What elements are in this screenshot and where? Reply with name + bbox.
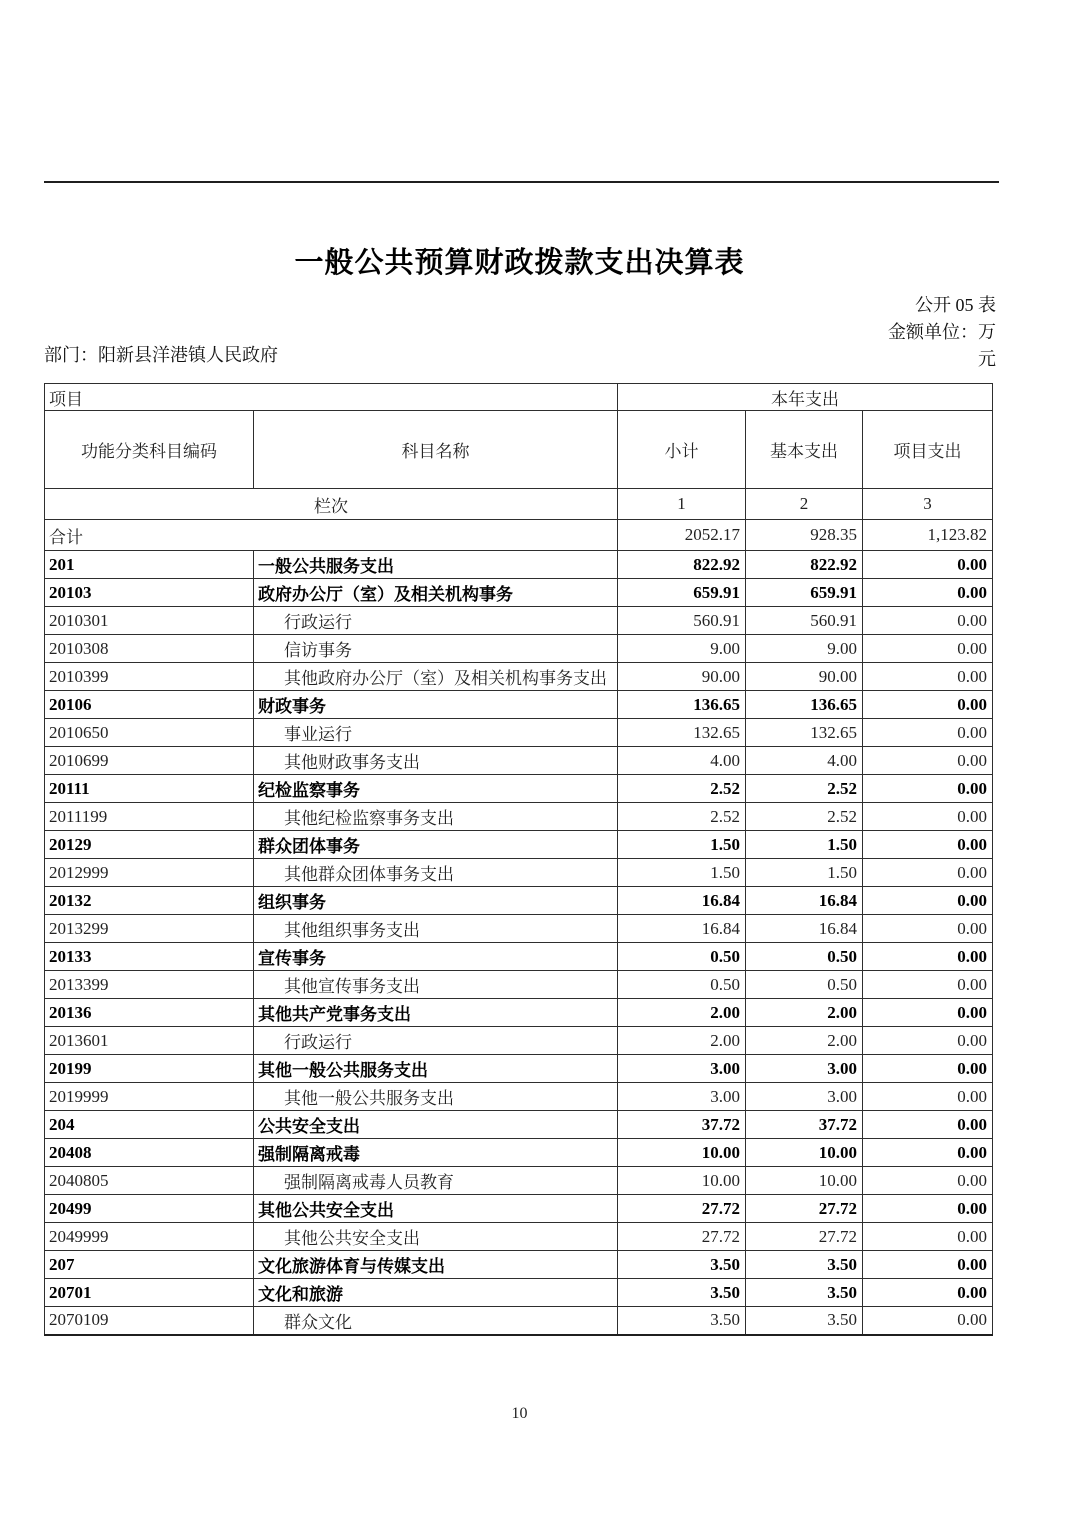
table-row (45, 971, 993, 999)
department-label: 部门：阳新县洋港镇人民政府 (44, 345, 278, 365)
cell-function-code: 2070109 (45, 1307, 254, 1335)
cell-subtotal: 37.72 (618, 1111, 746, 1139)
cell-subtotal: 16.84 (618, 887, 746, 915)
cell-project-expenditure: 0.00 (863, 775, 993, 803)
table-row (45, 607, 993, 635)
cell-basic-expenditure: 2.00 (746, 1027, 863, 1055)
cell-subject-name: 宣传事务 (254, 943, 618, 971)
cell-subject-name: 其他一般公共服务支出 (254, 1083, 618, 1111)
cell-basic-expenditure: 10.00 (746, 1167, 863, 1195)
cell-function-code: 20408 (45, 1139, 254, 1167)
cell-subtotal: 10.00 (618, 1139, 746, 1167)
cell-function-code: 2012999 (45, 859, 254, 887)
cell-function-code: 2013399 (45, 971, 254, 999)
cell-subtotal: 560.91 (618, 607, 746, 635)
cell-subtotal: 3.50 (618, 1279, 746, 1307)
cell-basic-expenditure: 2.00 (746, 999, 863, 1027)
cell-subtotal: 90.00 (618, 663, 746, 691)
cell-subject-name: 其他宣传事务支出 (254, 971, 618, 999)
cell-function-code: 204 (45, 1111, 254, 1139)
cell-function-code: 201 (45, 551, 254, 579)
cell-project-expenditure: 0.00 (863, 551, 993, 579)
column-index-row (45, 489, 993, 520)
table-row (45, 1307, 993, 1335)
cell-function-code: 20111 (45, 775, 254, 803)
table-row (45, 1251, 993, 1279)
total-row-basic: 928.35 (746, 520, 863, 551)
table-row (45, 635, 993, 663)
cell-subject-name: 其他财政事务支出 (254, 747, 618, 775)
cell-function-code: 20103 (45, 579, 254, 607)
cell-basic-expenditure: 560.91 (746, 607, 863, 635)
cell-subject-name: 其他公共安全支出 (254, 1223, 618, 1251)
cell-project-expenditure: 0.00 (863, 719, 993, 747)
cell-project-expenditure: 0.00 (863, 971, 993, 999)
cell-project-expenditure: 0.00 (863, 1027, 993, 1055)
cell-function-code: 20129 (45, 831, 254, 859)
cell-subtotal: 9.00 (618, 635, 746, 663)
column-index-label: 栏次 (45, 489, 618, 520)
table-row (45, 887, 993, 915)
cell-function-code: 2011199 (45, 803, 254, 831)
column-header-subtotal: 小计 (618, 411, 746, 489)
cell-subject-name: 政府办公厅（室）及相关机构事务 (254, 579, 618, 607)
cell-project-expenditure: 0.00 (863, 635, 993, 663)
table-row (45, 579, 993, 607)
cell-basic-expenditure: 2.52 (746, 803, 863, 831)
cell-basic-expenditure: 1.50 (746, 859, 863, 887)
table-row (45, 1195, 993, 1223)
cell-basic-expenditure: 90.00 (746, 663, 863, 691)
cell-basic-expenditure: 16.84 (746, 887, 863, 915)
cell-subject-name: 其他纪检监察事务支出 (254, 803, 618, 831)
amount-unit-label-line1: 金额单位：万 (888, 322, 996, 342)
cell-subject-name: 其他一般公共服务支出 (254, 1055, 618, 1083)
cell-basic-expenditure: 659.91 (746, 579, 863, 607)
column-header-function-code: 功能分类科目编码 (45, 411, 254, 489)
cell-project-expenditure: 0.00 (863, 579, 993, 607)
column-header-project-expenditure: 项目支出 (863, 411, 993, 489)
table-row (45, 803, 993, 831)
cell-subject-name: 群众文化 (254, 1307, 618, 1335)
cell-function-code: 20136 (45, 999, 254, 1027)
cell-basic-expenditure: 16.84 (746, 915, 863, 943)
total-row-subtotal: 2052.17 (618, 520, 746, 551)
cell-subtotal: 16.84 (618, 915, 746, 943)
table-row (45, 831, 993, 859)
cell-project-expenditure: 0.00 (863, 1251, 993, 1279)
cell-subtotal: 1.50 (618, 859, 746, 887)
cell-subject-name: 其他公共安全支出 (254, 1195, 618, 1223)
table-code-label: 公开 05 表 (915, 295, 996, 315)
cell-basic-expenditure: 10.00 (746, 1139, 863, 1167)
cell-function-code: 20133 (45, 943, 254, 971)
total-row-label: 合计 (45, 520, 618, 551)
cell-subject-name: 其他共产党事务支出 (254, 999, 618, 1027)
cell-basic-expenditure: 27.72 (746, 1195, 863, 1223)
cell-function-code: 2010308 (45, 635, 254, 663)
cell-project-expenditure: 0.00 (863, 1223, 993, 1251)
cell-subject-name: 其他组织事务支出 (254, 915, 618, 943)
column-index-3: 3 (863, 489, 993, 520)
cell-subject-name: 信访事务 (254, 635, 618, 663)
table-row (45, 1279, 993, 1307)
table-row (45, 691, 993, 719)
cell-function-code: 2040805 (45, 1167, 254, 1195)
cell-basic-expenditure: 2.52 (746, 775, 863, 803)
cell-subject-name: 群众团体事务 (254, 831, 618, 859)
table-row (45, 943, 993, 971)
cell-subtotal: 136.65 (618, 691, 746, 719)
header-rule (44, 181, 999, 183)
cell-subtotal: 822.92 (618, 551, 746, 579)
cell-project-expenditure: 0.00 (863, 663, 993, 691)
cell-subject-name: 组织事务 (254, 887, 618, 915)
cell-basic-expenditure: 0.50 (746, 943, 863, 971)
cell-project-expenditure: 0.00 (863, 747, 993, 775)
cell-function-code: 2010699 (45, 747, 254, 775)
budget-table (44, 383, 993, 1336)
cell-subtotal: 1.50 (618, 831, 746, 859)
cell-subtotal: 2.00 (618, 1027, 746, 1055)
budget-table-header (45, 384, 993, 551)
cell-function-code: 2019999 (45, 1083, 254, 1111)
cell-subtotal: 3.00 (618, 1055, 746, 1083)
cell-project-expenditure: 0.00 (863, 999, 993, 1027)
cell-subject-name: 纪检监察事务 (254, 775, 618, 803)
cell-basic-expenditure: 3.00 (746, 1083, 863, 1111)
column-index-1: 1 (618, 489, 746, 520)
cell-subject-name: 文化旅游体育与传媒支出 (254, 1251, 618, 1279)
cell-subject-name: 行政运行 (254, 1027, 618, 1055)
cell-function-code: 2010650 (45, 719, 254, 747)
cell-subtotal: 27.72 (618, 1223, 746, 1251)
cell-basic-expenditure: 0.50 (746, 971, 863, 999)
cell-subject-name: 其他政府办公厅（室）及相关机构事务支出 (254, 663, 618, 691)
cell-basic-expenditure: 132.65 (746, 719, 863, 747)
cell-basic-expenditure: 3.50 (746, 1279, 863, 1307)
cell-subject-name: 财政事务 (254, 691, 618, 719)
cell-function-code: 2013601 (45, 1027, 254, 1055)
header-group-current-year-expenditure: 本年支出 (618, 384, 993, 411)
cell-function-code: 2013299 (45, 915, 254, 943)
cell-project-expenditure: 0.00 (863, 1279, 993, 1307)
cell-project-expenditure: 0.00 (863, 859, 993, 887)
cell-subject-name: 行政运行 (254, 607, 618, 635)
cell-project-expenditure: 0.00 (863, 943, 993, 971)
cell-subtotal: 659.91 (618, 579, 746, 607)
table-meta-block (888, 292, 996, 373)
cell-function-code: 20106 (45, 691, 254, 719)
table-row (45, 1223, 993, 1251)
table-row (45, 1139, 993, 1167)
cell-subtotal: 4.00 (618, 747, 746, 775)
cell-subtotal: 3.00 (618, 1083, 746, 1111)
cell-subject-name: 强制隔离戒毒人员教育 (254, 1167, 618, 1195)
cell-function-code: 2010301 (45, 607, 254, 635)
header-group-project: 项目 (45, 384, 618, 411)
header-group-row (45, 384, 993, 411)
cell-project-expenditure: 0.00 (863, 803, 993, 831)
table-row (45, 999, 993, 1027)
cell-subtotal: 2.52 (618, 803, 746, 831)
cell-subject-name: 其他群众团体事务支出 (254, 859, 618, 887)
cell-subject-name: 一般公共服务支出 (254, 551, 618, 579)
column-header-subject-name: 科目名称 (254, 411, 618, 489)
table-row (45, 747, 993, 775)
cell-basic-expenditure: 9.00 (746, 635, 863, 663)
cell-subtotal: 0.50 (618, 943, 746, 971)
budget-table-body (45, 551, 993, 1335)
cell-basic-expenditure: 37.72 (746, 1111, 863, 1139)
cell-project-expenditure: 0.00 (863, 1055, 993, 1083)
total-row (45, 520, 993, 551)
cell-subject-name: 强制隔离戒毒 (254, 1139, 618, 1167)
cell-project-expenditure: 0.00 (863, 887, 993, 915)
cell-basic-expenditure: 3.00 (746, 1055, 863, 1083)
table-row (45, 719, 993, 747)
cell-project-expenditure: 0.00 (863, 831, 993, 859)
cell-subject-name: 公共安全支出 (254, 1111, 618, 1139)
cell-function-code: 20499 (45, 1195, 254, 1223)
cell-subtotal: 3.50 (618, 1251, 746, 1279)
cell-subtotal: 132.65 (618, 719, 746, 747)
cell-project-expenditure: 0.00 (863, 691, 993, 719)
cell-function-code: 20701 (45, 1279, 254, 1307)
cell-project-expenditure: 0.00 (863, 607, 993, 635)
table-row (45, 1027, 993, 1055)
cell-subtotal: 2.52 (618, 775, 746, 803)
cell-function-code: 2010399 (45, 663, 254, 691)
cell-basic-expenditure: 27.72 (746, 1223, 863, 1251)
cell-basic-expenditure: 136.65 (746, 691, 863, 719)
cell-function-code: 20132 (45, 887, 254, 915)
header-columns-row (45, 411, 993, 489)
table-row (45, 775, 993, 803)
cell-project-expenditure: 0.00 (863, 915, 993, 943)
cell-subtotal: 3.50 (618, 1307, 746, 1335)
cell-basic-expenditure: 4.00 (746, 747, 863, 775)
table-row (45, 915, 993, 943)
table-row (45, 1083, 993, 1111)
cell-function-code: 20199 (45, 1055, 254, 1083)
column-index-2: 2 (746, 489, 863, 520)
cell-subtotal: 2.00 (618, 999, 746, 1027)
cell-project-expenditure: 0.00 (863, 1307, 993, 1335)
cell-project-expenditure: 0.00 (863, 1139, 993, 1167)
cell-basic-expenditure: 822.92 (746, 551, 863, 579)
table-row (45, 1055, 993, 1083)
cell-project-expenditure: 0.00 (863, 1083, 993, 1111)
table-row (45, 663, 993, 691)
total-row-project: 1,123.82 (863, 520, 993, 551)
cell-project-expenditure: 0.00 (863, 1167, 993, 1195)
cell-basic-expenditure: 1.50 (746, 831, 863, 859)
table-row (45, 551, 993, 579)
page-title: 一般公共预算财政拨款支出决算表 (294, 247, 745, 279)
cell-subtotal: 27.72 (618, 1195, 746, 1223)
cell-basic-expenditure: 3.50 (746, 1307, 863, 1335)
table-row (45, 859, 993, 887)
cell-subtotal: 10.00 (618, 1167, 746, 1195)
cell-basic-expenditure: 3.50 (746, 1251, 863, 1279)
cell-subject-name: 事业运行 (254, 719, 618, 747)
table-row (45, 1111, 993, 1139)
cell-subject-name: 文化和旅游 (254, 1279, 618, 1307)
cell-project-expenditure: 0.00 (863, 1111, 993, 1139)
cell-subtotal: 0.50 (618, 971, 746, 999)
table-row (45, 1167, 993, 1195)
cell-project-expenditure: 0.00 (863, 1195, 993, 1223)
column-header-basic-expenditure: 基本支出 (746, 411, 863, 489)
cell-function-code: 2049999 (45, 1223, 254, 1251)
amount-unit-label-line2: 元 (978, 349, 996, 369)
cell-function-code: 207 (45, 1251, 254, 1279)
page-number: 10 (511, 1405, 528, 1422)
